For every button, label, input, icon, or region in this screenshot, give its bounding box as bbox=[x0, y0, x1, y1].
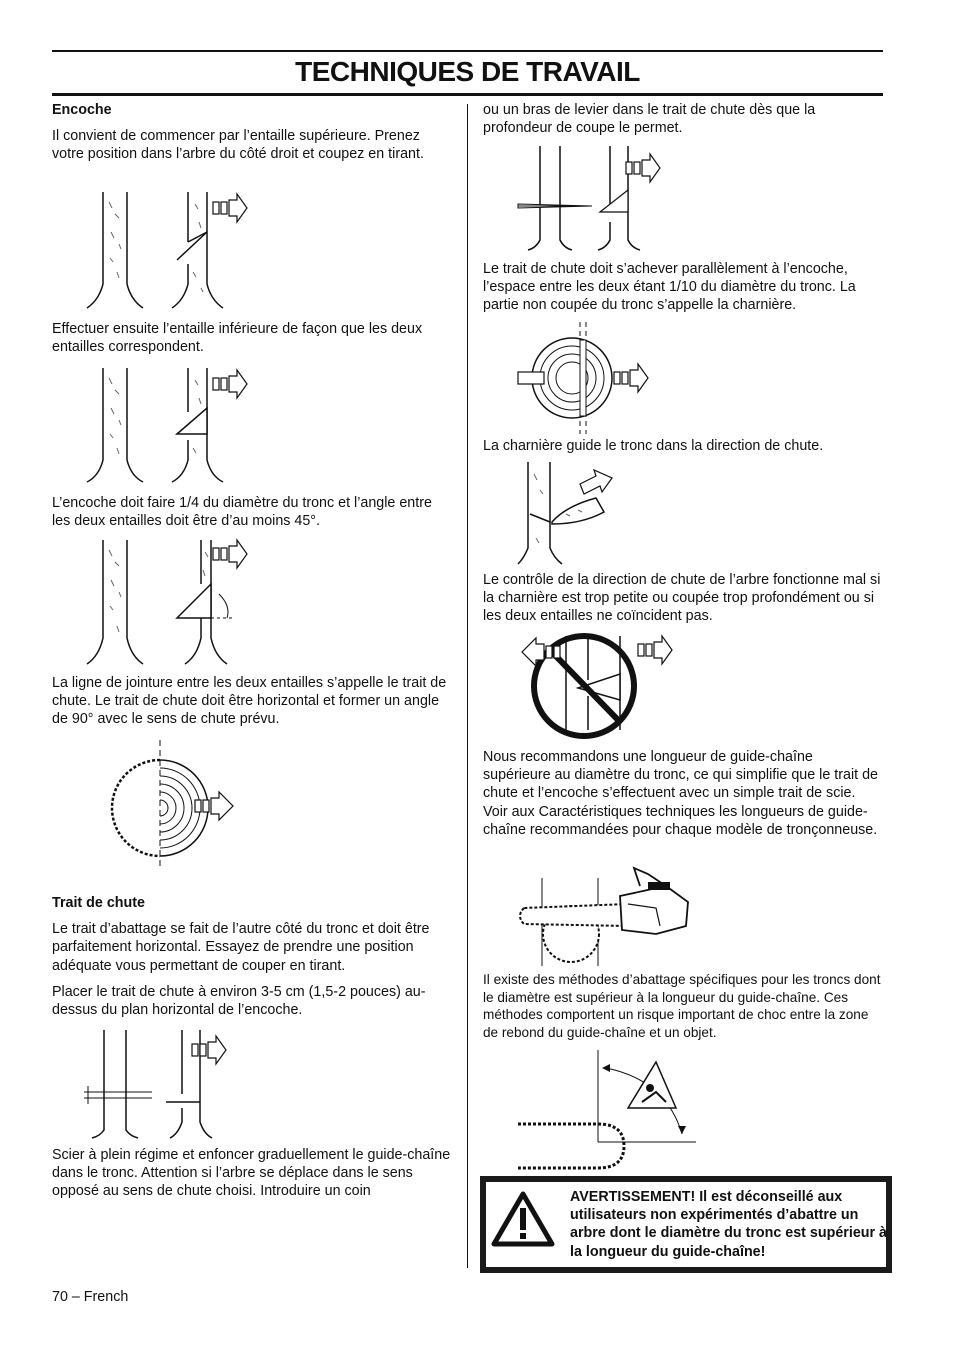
header-bottom-rule bbox=[52, 93, 883, 96]
right-text-5 bbox=[483, 748, 883, 839]
left-text-4 bbox=[52, 674, 452, 729]
header-top-rule bbox=[52, 50, 883, 52]
warning-box-inner bbox=[486, 1182, 886, 1267]
paragraph: Le contrôle de la direction de chute de l’arbre fonctionne mal si la charnière est trop petite ou coupée trop profondément ou si les deux entailles ne coïncident pas. bbox=[483, 572, 881, 625]
figure-wrong-cut-prohibited bbox=[516, 630, 676, 740]
right-text-3 bbox=[483, 437, 883, 455]
paragraph: Placer le trait de chute à environ 3-5 cm (1,5-2 pouces) au-dessus du plan horizontal de l’encoche. bbox=[52, 983, 426, 1019]
paragraph: La ligne de jointure entre les deux entailles s’appelle le trait de chute. Le trait de chute doit être horizontal et former un angle de 90° avec le sens de chute prévu. bbox=[52, 675, 447, 728]
paragraph: Nous recommandons une longueur de guide-chaîne supérieure au diamètre du tronc, ce qui simplifie que le trait de chute et l’encoche s’effectuent avec un simple trait de scie. Voir aux Caractéristiques techniques les longueurs de guide-chaîne recommandées pour chaque modèle de tronçonneuse. bbox=[483, 749, 878, 838]
paragraph: ou un bras de levier dans le trait de chute dès que la profondeur de coupe le permet. bbox=[483, 102, 816, 137]
right-text-2 bbox=[483, 260, 883, 315]
paragraph: Effectuer ensuite l’entaille inférieure de façon que les deux entailles correspondent. bbox=[52, 321, 423, 356]
figure-upper-cut bbox=[85, 192, 255, 310]
left-text-3 bbox=[52, 494, 452, 530]
figure-tree-falling bbox=[516, 462, 626, 566]
right-text-1 bbox=[483, 101, 883, 137]
paragraph: Le trait de chute doit s’achever parallèlement à l’encoche, l’espace entre les deux étant 1/10 du diamètre du tronc. La partie non coupée du tronc s’appelle la charnière. bbox=[483, 261, 856, 314]
warning-triangle-icon bbox=[492, 1192, 554, 1246]
column-divider bbox=[467, 104, 468, 1268]
figure-hinge-side bbox=[516, 146, 686, 254]
paragraph: L’encoche doit faire 1/4 du diamètre du tronc et l’angle entre les deux entailles doit être d’au moins 45°. bbox=[52, 495, 432, 530]
page-number: 70 – French bbox=[52, 1289, 129, 1305]
figure-stump-top-view bbox=[85, 740, 245, 868]
left-text-2 bbox=[52, 320, 452, 356]
paragraph: Il existe des méthodes d’abattage spécifiques pour les troncs dont le diamètre est supérieur à la longueur du guide-chaîne. Ces méthodes comportent un risque important de choc entre la zone de rebond du guide-chaîne et un objet. bbox=[483, 972, 881, 1040]
left-text-6 bbox=[52, 1146, 452, 1201]
left-text-1 bbox=[52, 101, 452, 164]
figure-felling-cut bbox=[82, 1030, 252, 1140]
heading-trait-de-chute: Trait de chute bbox=[52, 895, 145, 911]
heading-encoche: Encoche bbox=[52, 102, 112, 118]
right-text-6 bbox=[483, 971, 883, 1041]
warning-text: AVERTISSEMENT! Il est déconseillé aux utilisateurs non expérimentés d’abattre un arbre dont le diamètre du tronc est supérieur à la longueur du guide-chaîne! bbox=[570, 1189, 887, 1260]
paragraph: Scier à plein régime et enfoncer graduellement le guide-chaîne dans le tronc. Attention si l’arbre se déplace dans le sens opposé au sens de chute choisi. Introduire un coin bbox=[52, 1147, 451, 1200]
figure-lower-cut bbox=[85, 368, 255, 484]
page-title: TECHNIQUES DE TRAVAIL bbox=[295, 56, 640, 87]
paragraph: Le trait d’abattage se fait de l’autre côté du tronc et doit être parfaitement horizontal. Essayez de prendre une position adéquate vous permettant de couper en tirant. bbox=[52, 921, 430, 974]
figure-notch-angle bbox=[85, 540, 255, 670]
warning-box bbox=[480, 1176, 892, 1273]
left-text-5 bbox=[52, 894, 452, 1019]
right-text-4 bbox=[483, 571, 883, 626]
paragraph: Il convient de commencer par l’entaille supérieure. Prenez votre position dans l’arbre du côté droit et coupez en tirant. bbox=[52, 128, 424, 163]
paragraph: La charnière guide le tronc dans la direction de chute. bbox=[483, 438, 824, 454]
figure-hinge-top-view bbox=[518, 322, 678, 434]
figure-chainsaw-bar-length bbox=[516, 864, 692, 966]
figure-kickback-zone bbox=[516, 1050, 698, 1172]
